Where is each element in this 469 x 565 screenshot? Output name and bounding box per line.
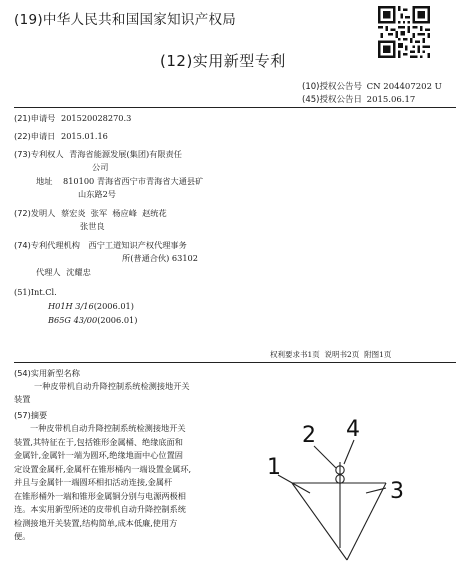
cone-right-edge xyxy=(347,483,386,560)
application-date-row xyxy=(14,131,108,142)
application-date-label: (22)申请日 xyxy=(14,131,56,141)
publication-date-value: 2015.06.17 xyxy=(366,95,416,105)
device-figure xyxy=(266,408,456,564)
utility-model-title-line-1: 一种皮带机自动升降控制系统检测接地开关 xyxy=(34,381,190,391)
abstract-line: 便。 xyxy=(14,531,31,541)
abstract-label xyxy=(14,410,47,421)
intcl-entry-1 xyxy=(48,301,134,312)
abstract-label-text: (57)摘要 xyxy=(14,410,48,420)
publication-number-label: (10)授权公告号 xyxy=(302,82,362,92)
agency-row xyxy=(14,240,187,251)
abstract-line: 检测接地开关装置,结构简单,成本低廉,使用方 xyxy=(14,517,178,528)
document-type-title: (12)实用新型专利 xyxy=(160,52,286,70)
agent-value: 沈耀忠 xyxy=(66,267,91,277)
qr-code-icon xyxy=(378,6,430,58)
agency-value: 西宁工道知识产权代理事务 xyxy=(88,240,187,250)
publication-date-label: (45)授权公告日 xyxy=(302,95,362,105)
abstract-line: 在锥形桶外一端和锥形金属铜分别与电源两极相 xyxy=(14,490,186,501)
publication-number-value: CN 204407202 U xyxy=(366,82,442,92)
intcl-1-year: (2006.01) xyxy=(93,301,134,311)
patentee-value-cont: 公司 xyxy=(92,162,109,172)
agent-row xyxy=(36,267,91,278)
address-value: 810100 青海省西宁市青海省大通县矿 xyxy=(63,176,204,186)
figure-label-3: 3 xyxy=(390,479,404,504)
application-number-row xyxy=(14,113,131,124)
address-row xyxy=(36,176,203,187)
intcl-2-year: (2006.01) xyxy=(97,315,138,325)
patentee-row xyxy=(14,149,182,160)
abstract-line: 并且与金属针一端圆环相扣活动连接,金属杆 xyxy=(14,477,173,487)
application-date-value: 2015.01.16 xyxy=(60,131,108,141)
application-number-value: 201520028270.3 xyxy=(60,113,132,123)
abstract-line: 一种皮带机自动升降控制系统检测接地开关 xyxy=(30,423,186,433)
patentee-value: 青海省能源发展(集团)有限责任 xyxy=(69,149,182,159)
leader-line-4 xyxy=(344,440,354,464)
application-number-label: (21)申请号 xyxy=(14,113,56,123)
address-label: 地址 xyxy=(36,176,53,186)
inventors-label: (72)发明人 xyxy=(14,208,56,218)
leader-line-3 xyxy=(366,488,386,493)
page-counts: 权利要求书1页 说明书2页 附图1页 xyxy=(270,350,392,359)
abstract-line: 连。本实用新型所述的皮带机自动升降控制系统 xyxy=(14,504,186,514)
intcl-1-code: H01H 3/16 xyxy=(48,301,94,311)
leader-line-2 xyxy=(314,446,336,468)
abstract-line: 定设置金属杆,金属杆在锥形桶内一端设置金属环, xyxy=(14,463,192,474)
agency-label: (74)专利代理机构 xyxy=(14,240,80,250)
abstract-line: 金属针,金属针一端为圆环,绝缘地面中心位置固 xyxy=(14,450,183,460)
address-value-cont: 山东路2号 xyxy=(78,189,116,199)
header-divider xyxy=(14,107,456,108)
publication-date-row xyxy=(302,93,415,105)
inventors-value-cont: 张世良 xyxy=(80,221,105,231)
cone-left-edge xyxy=(292,483,347,560)
publication-number-row xyxy=(302,80,442,92)
intcl-entry-2 xyxy=(48,315,137,326)
agent-label: 代理人 xyxy=(36,267,61,277)
utility-model-title-line-2: 装置 xyxy=(14,394,31,404)
figure-label-1: 1 xyxy=(267,455,281,480)
patentee-label: (73)专利权人 xyxy=(14,149,64,159)
figure-label-2: 2 xyxy=(302,423,316,448)
intcl-label: (51)Int.Cl. xyxy=(14,287,57,297)
agency-value-cont: 所(普通合伙) 63102 xyxy=(122,253,198,263)
leader-line-1 xyxy=(278,475,310,493)
title-label-text: (54)实用新型名称 xyxy=(14,368,80,378)
figure-label-4: 4 xyxy=(346,417,360,442)
utility-model-title-label xyxy=(14,368,80,379)
abstract-body xyxy=(14,422,191,544)
issuing-authority: (19)中华人民共和国国家知识产权局 xyxy=(14,12,237,28)
inventors-value: 蔡宏炎 张军 杨应峰 赵统花 xyxy=(60,208,167,218)
section-divider xyxy=(14,362,456,363)
intcl-2-code: B65G 43/00 xyxy=(48,315,98,325)
inventors-row xyxy=(14,208,167,219)
abstract-line: 装置,其特征在于,包括锥形金属桶、绝缘底面和 xyxy=(14,436,183,447)
